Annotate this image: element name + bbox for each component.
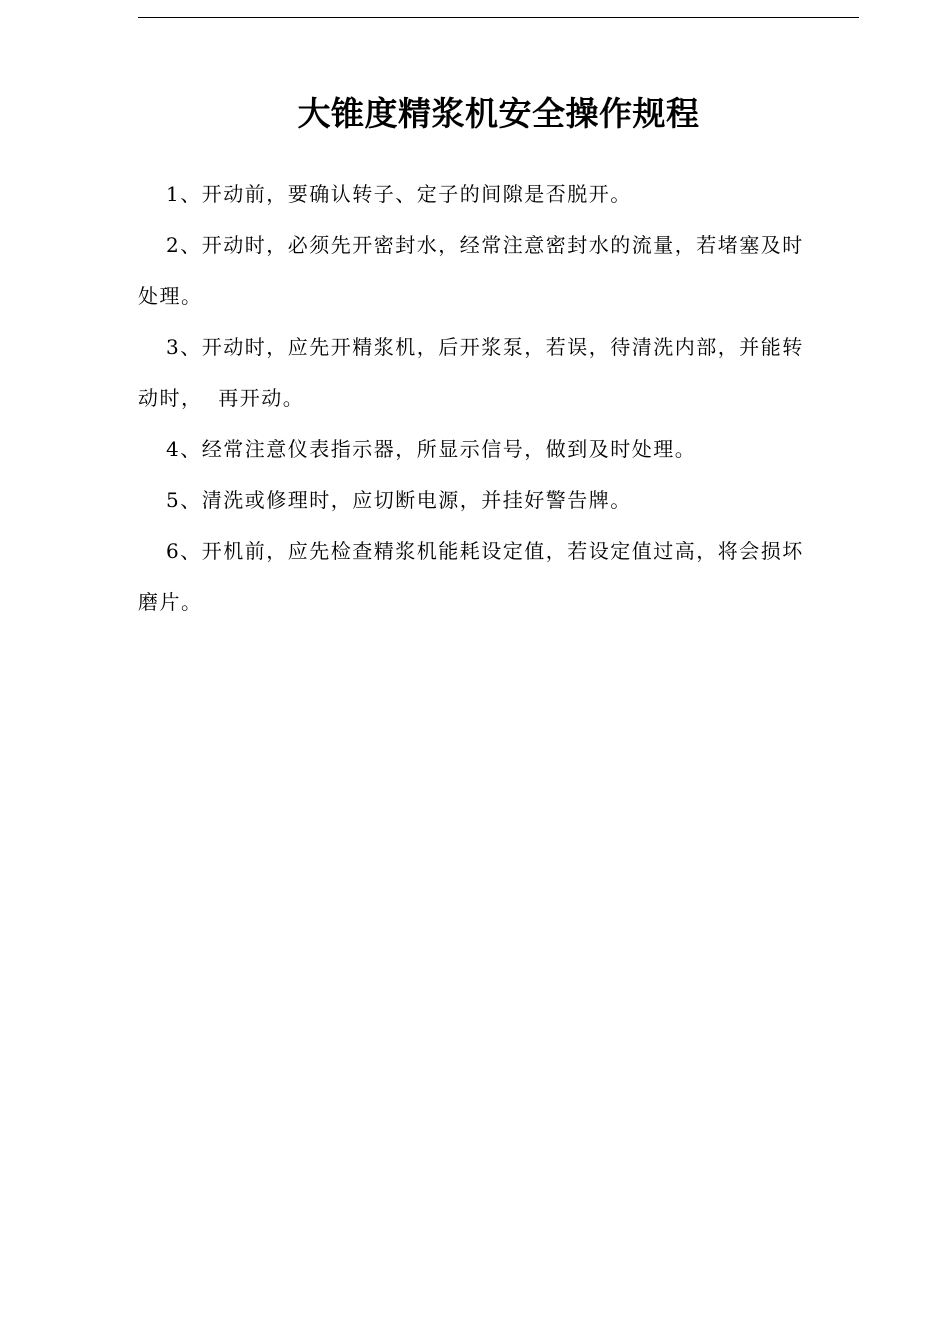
paragraph-line-8: 6、开机前，应先检查精浆机能耗设定值，若设定值过高，将会损坏 [166, 539, 804, 563]
paragraph-line-7: 5、清洗或修理时，应切断电源，并挂好警告牌。 [166, 488, 632, 512]
paragraph-line-1: 1、开动前，要确认转子、定子的间隙是否脱开。 [166, 182, 632, 206]
document-body [138, 169, 859, 628]
header-rule [138, 17, 859, 18]
paragraph-line-6: 4、经常注意仪表指示器，所显示信号，做到及时处理。 [166, 437, 697, 461]
document-title: 大锥度精浆机安全操作规程 [297, 94, 700, 133]
paragraph-line-2: 2、开动时，必须先开密封水，经常注意密封水的流量，若堵塞及时 [166, 233, 804, 257]
paragraph-line-3: 处理。 [138, 284, 203, 308]
paragraph-line-4: 3、开动时，应先开精浆机，后开浆泵，若误，待清洗内部，并能转 [166, 335, 804, 359]
paragraph-line-5: 动时， 再开动。 [138, 386, 305, 410]
paragraph-line-9: 磨片。 [138, 590, 203, 614]
